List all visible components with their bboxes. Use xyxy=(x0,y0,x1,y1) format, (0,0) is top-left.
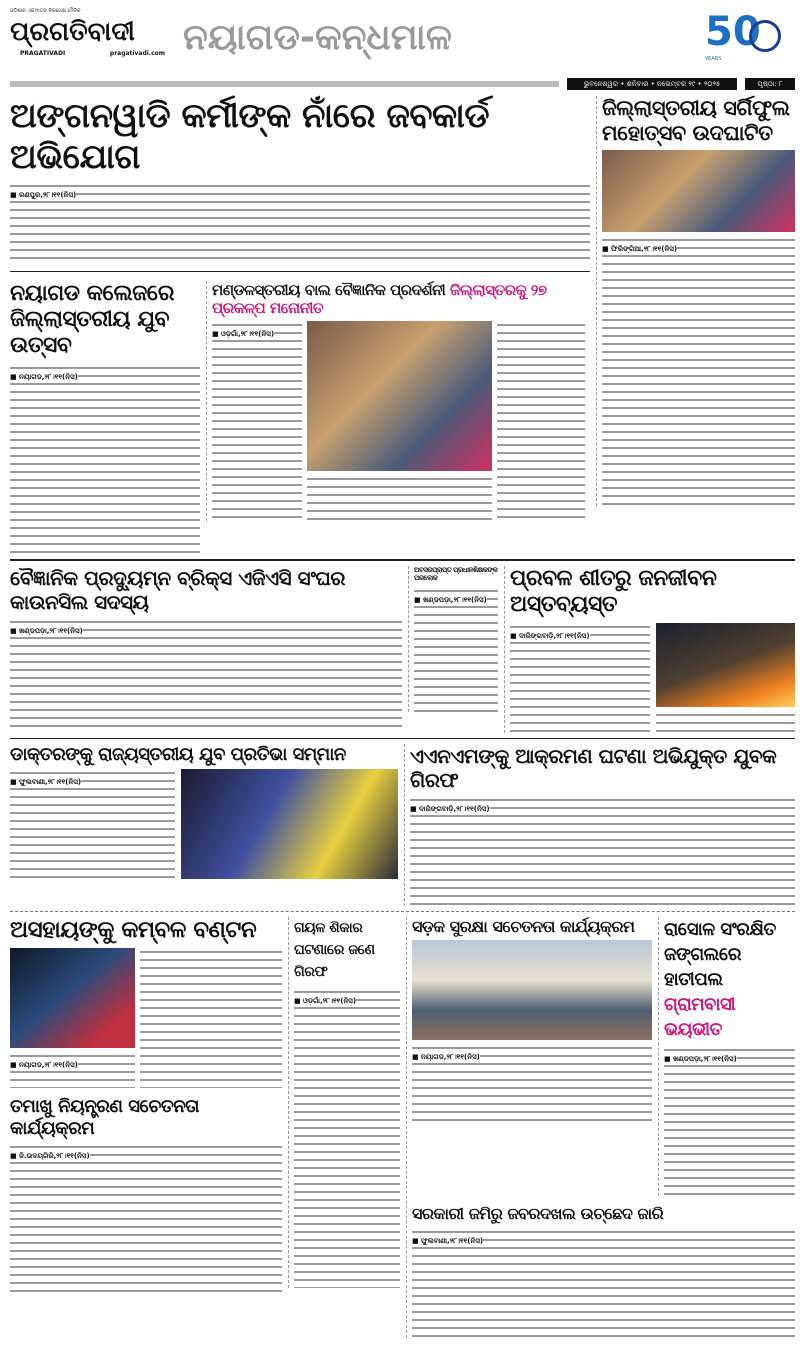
logo-english: PRAGATIVADI xyxy=(20,50,66,57)
divider xyxy=(10,559,795,561)
masthead xyxy=(10,8,795,78)
article-body: ■ ଖଣ୍ଡପଡ଼ା,୨୮।୧୧(ନିସ) xyxy=(10,618,402,728)
headline: ନୟାଗଡ କଲେଜରେ ଜିଲ୍ଲାସ୍ତରୀୟ ଯୁବ ଉତ୍ସବ xyxy=(10,280,175,359)
article-body: ■ ଫୁଲବାଣୀ,୨୮।୧୧(ନିସ) xyxy=(10,769,175,879)
news-photo xyxy=(656,623,795,707)
news-photo xyxy=(412,940,652,1040)
article-body: ■ ରଣପୁର,୨୮।୧୧(ନିସ) xyxy=(10,182,590,262)
section-title: ନୟାଗଡ-କନ୍ଧମାଳ xyxy=(183,17,452,58)
divider xyxy=(10,911,795,912)
headline: ବୈଜ୍ଞାନିକ ପ୍ରଦ୍ୟୁମ୍ନ ବ୍ରିକ୍ସ ଏଜିଏସି ସଂଘର କାଉନସିଲ ସଦସ୍ୟ xyxy=(10,565,346,614)
article-body: ■ ଜି.ଉଦୟଗିରି,୨୮।୧୧(ନିସ) xyxy=(10,1143,282,1293)
article-body: ■ ଖଣ୍ଡପଡ଼ା,୨୮।୧୧(ନିସ) xyxy=(664,1046,795,1196)
article-body: ■ ଓଡ଼ଗାଁ,୨୮।୧୧(ନିସ) xyxy=(212,321,302,521)
news-photo xyxy=(10,948,135,1048)
article-body xyxy=(140,948,282,1088)
article-body: ■ ନୟାଗଡ,୨୮।୧୧(ନିସ) xyxy=(10,364,200,554)
date-bar: ଭୁବନେଶ୍ୱର • ଶନିବାର • ନଭେମ୍ବର ୨୯ • ୨୦୨୫ xyxy=(567,78,737,90)
article-body: ■ ନୟାଗଡ,୨୮।୧୧(ନିସ) xyxy=(10,1052,135,1088)
headline-lead: ଅଙ୍ଗନୱାଡି କର୍ମୀଙ୍କ ନାଁରେ ଜବକାର୍ଡ ଅଭିଯୋଗ xyxy=(10,96,490,177)
headline: ଏଏନଏମଙ୍କୁ ଆକ୍ରମଣ ଘଟଣା ଅଭିଯୁକ୍ତ ଯୁବକ ଗିରଫ xyxy=(410,743,777,792)
headline: ଜିଲ୍ଲାସ୍ତରୀୟ ସର୍ଗିଫୁଲ ମହୋତ୍ସବ ଉଦଘାଟିତ xyxy=(602,96,790,146)
headline: ରାସୋଳ ସଂରକ୍ଷିତ ଜଙ୍ଗଲରେ ହାତୀପଲ ଗ୍ରାମବାସୀ ଭୟଭୀତ xyxy=(664,918,776,1041)
headline: ସରକାରୀ ଜମିରୁ ଜବରଦଖଲ ଉଚ୍ଛେଦ ଜାରି xyxy=(412,1204,664,1224)
wheel-icon xyxy=(749,20,781,52)
article-body: ■ ଦାରିଙ୍ଗବାଡ଼ି,୨୮।୧୧(ନିସ) xyxy=(410,796,795,906)
masthead-rule xyxy=(10,81,559,87)
headline: ଗୟଳ ଶିକାର ଘଟଣାରେ ଜଣେ ଗିରଫ xyxy=(294,919,375,981)
masthead-bar xyxy=(10,78,795,90)
headline: ପ୍ରବଳ ଶୀତରୁ ଜନଜୀବନ ଅସ୍ତବ୍ୟସ୍ତ xyxy=(510,565,717,618)
article-body xyxy=(307,475,492,521)
headline: ଅସହାୟଙ୍କୁ କମ୍ବଳ ବଣ୍ଟନ xyxy=(10,916,257,943)
article-body: ■ ଦାରିଙ୍ଗବାଡ଼ି,୨୮।୧୧(ନିସ) xyxy=(510,623,650,733)
article-body: ■ ନୟାଗଡ,୨୮।୧୧(ନିସ) xyxy=(412,1044,652,1124)
headline: ଅବସରପ୍ରାପ୍ତ ପ୍ରଧାନଶିକ୍ଷକଙ୍କ ପରଲୋକ xyxy=(414,565,498,583)
headline: ସଡ଼କ ସୁରକ୍ଷା ସଚେତନତା କାର୍ଯ୍ୟକ୍ରମ xyxy=(412,916,635,936)
headline: ମଣ୍ଡଳସ୍ତରୀୟ ବାଲ ବୈଜ୍ଞାନିକ ପ୍ରଦର୍ଶନୀ ଜିଲ୍ଲାସ୍ତରକୁ ୨୭ ପ୍ରକଳ୍ପ ମନୋନୀତ xyxy=(212,280,547,317)
website: pragativadi.com xyxy=(109,50,165,57)
headline: ଡାକ୍ତରଙ୍କୁ ରାଜ୍ୟସ୍ତରୀୟ ଯୁବ ପ୍ରତିଭା ସମ୍ମାନ xyxy=(10,743,346,765)
article-body: ■ ଫୁଲବାଣୀ,୨୮।୧୧(ନିସ) xyxy=(412,1228,795,1338)
article-body xyxy=(497,321,585,521)
news-photo xyxy=(307,321,492,471)
newspaper-logo: ଓଡ଼ିଶାର ଏକମାତ୍ର ନିରପେକ୍ଷ ଦୈନିକ ପ୍ରଗତିବାଦୀ PRAGATIVADI pragativadi.com xyxy=(10,8,165,57)
anniversary-logo: 50 YEARS xyxy=(705,8,795,66)
page-number: ପୃଷ୍ଠା: ୮ xyxy=(745,78,795,90)
news-photo xyxy=(181,769,398,879)
news-photo xyxy=(602,150,795,232)
divider xyxy=(10,738,795,739)
divider xyxy=(10,271,590,272)
article-body: ■ ଫିରିଙ୍ଗିଆ,୨୮।୧୧(ନିସ) xyxy=(602,236,795,506)
article-body xyxy=(656,711,795,733)
article-body: ■ ଖଣ୍ଡପଡ଼ା,୨୮।୧୧(ନିସ) xyxy=(414,587,498,712)
headline: ତମାଖୁ ନିୟନ୍ତ୍ରଣ ସଚେତନତା କାର୍ଯ୍ୟକ୍ରମ xyxy=(10,1096,199,1139)
article-body: ■ ଓଡ଼ଗାଁ,୨୮।୧୧(ନିସ) xyxy=(294,988,400,1288)
